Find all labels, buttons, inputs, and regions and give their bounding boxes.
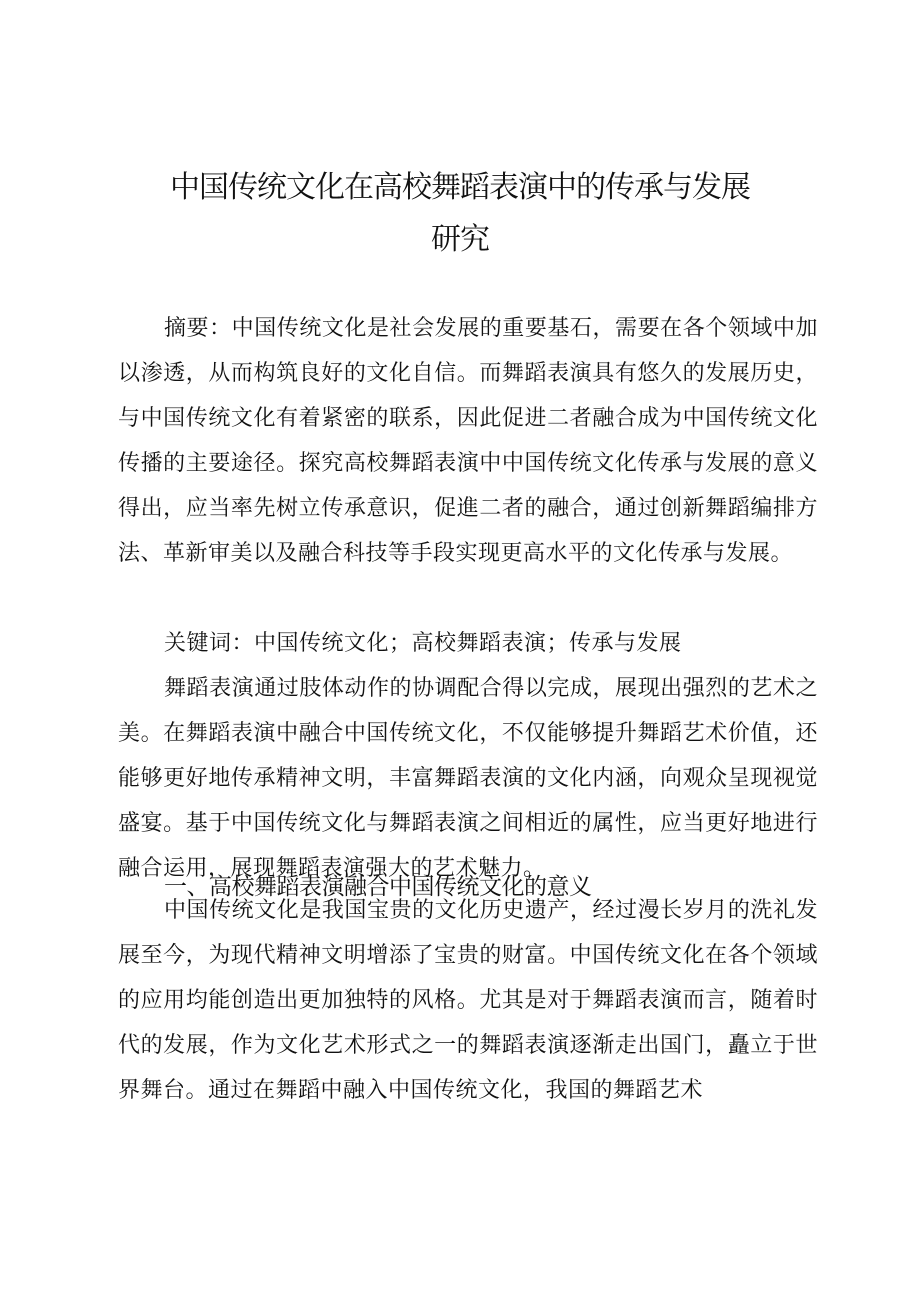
section-1-heading: 一、高校舞蹈表演融合中国传统文化的意义: [164, 874, 592, 900]
title-line-2: 研究: [431, 222, 489, 257]
title-line-1: 中国传统文化在高校舞蹈表演中的传承与发展: [170, 170, 750, 205]
keywords-line: 关键词：中国传统文化；高校舞蹈表演；传承与发展: [164, 631, 682, 656]
abstract-paragraph: 摘要：中国传统文化是社会发展的重要基石，需要在各个领域中加以渗透，从而构筑良好的文化自信。而舞蹈表演具有悠久的发展历史，与中国传统文化有着紧密的联系，因此促进二者融合成为中国传统文化传播的主要途径。探究高校舞蹈表演中中国传统文化传承与发展的意义得出，应当率先树立传承意识，促進二者的融合，通过创新舞蹈编排方法、革新审美以及融合科技等手段实现更高水平的文化传承与发展。: [118, 316, 818, 566]
section-1-paragraph: 中国传统文化是我国宝贵的文化历史遗产，经过漫长岁月的洗礼发展至今，为现代精神文明增添了宝贵的财富。中国传统文化在各个领域的应用均能创造出更加独特的风格。尤其是对于舞蹈表演而言，随着时代的发展，作为文化艺术形式之一的舞蹈表演逐渐走出国门，矗立于世界舞台。通过在舞蹈中融入中国传统文化，我国的舞蹈艺术: [118, 898, 818, 1103]
intro-paragraph: 舞蹈表演通过肢体动作的协调配合得以完成，展现出强烈的艺术之美。在舞蹈表演中融合中国传统文化，不仅能够提升舞蹈艺术价值，还能够更好地传承精神文明，丰富舞蹈表演的文化内涵，向观众呈现视觉盛宴。基于中国传统文化与舞蹈表演之间相近的属性，应当更好地进行融合运用，展现舞蹈表演强大的艺术魅力。: [118, 676, 818, 881]
